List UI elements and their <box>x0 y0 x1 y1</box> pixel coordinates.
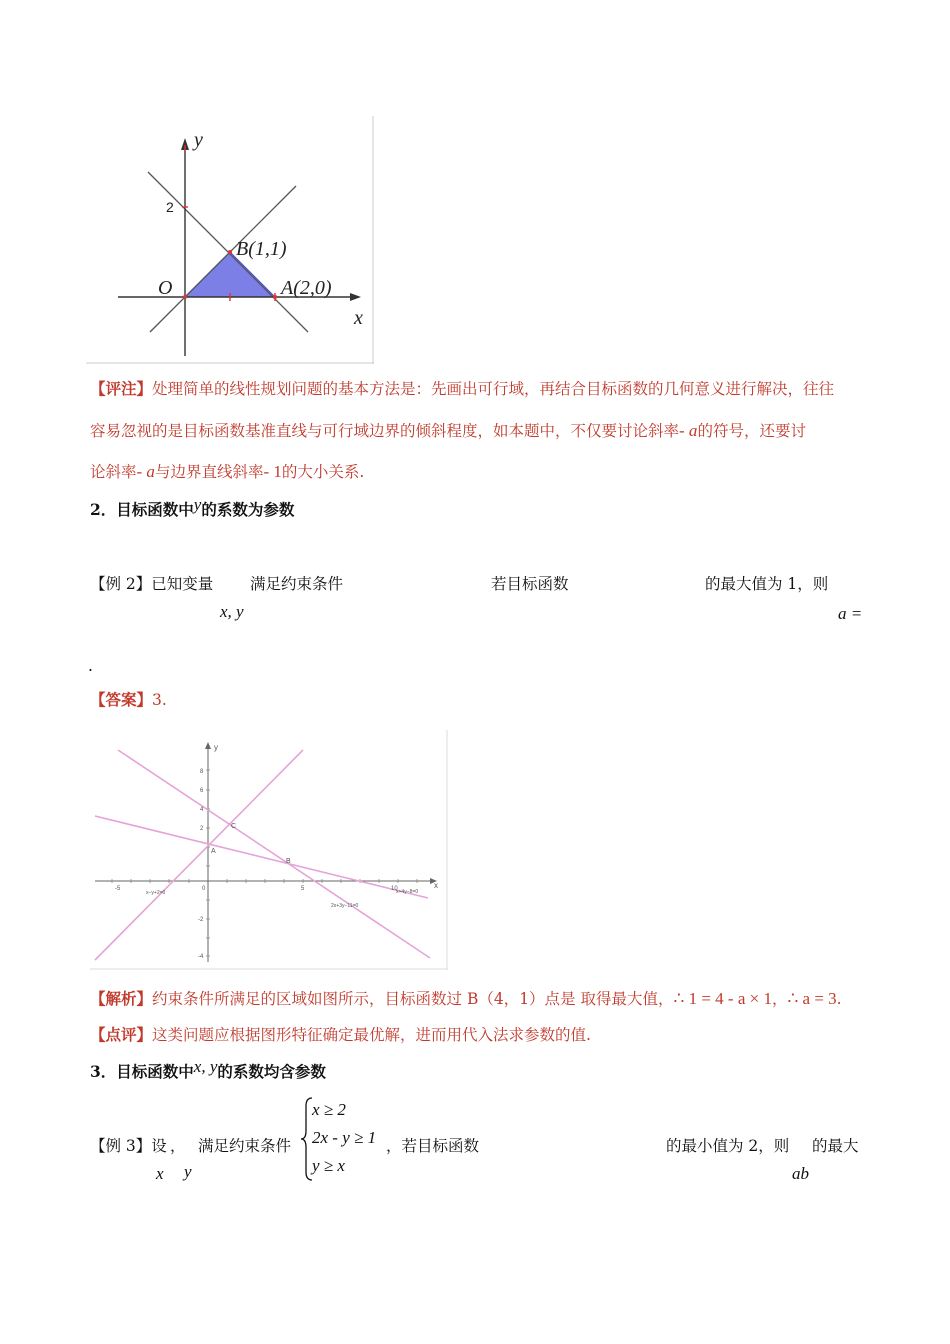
comment-text-2b: 的符号，还要讨 <box>697 422 806 440</box>
comment-text-2a: 容易忽视的是目标函数基准直线与可行域边界的倾斜程度，如本题中，不仅要讨论斜率 <box>90 422 680 440</box>
example-2-vars: x, y <box>220 602 244 621</box>
example-2-max-text: 的最大值为 1，则 <box>705 575 829 593</box>
y-tick-4: 4 <box>200 807 204 813</box>
comment-line-1 <box>90 379 834 399</box>
y-tick-8: 8 <box>200 769 204 775</box>
line-x-plus-4y-minus-8 <box>95 816 428 898</box>
analysis-math-2: ∴ a = 3 <box>787 989 837 1008</box>
comment-text-3c: 的大小关系. <box>281 463 365 481</box>
y-tick--2: -2 <box>198 917 204 923</box>
math-neg-1: - 1 <box>263 462 282 481</box>
point-a-label: A(2,0) <box>281 277 332 299</box>
example-3-start: 【例 3】设 <box>90 1137 167 1155</box>
math-neg-a-1: - a <box>679 421 698 440</box>
review-2: 【点评】这类问题应根据图形特征确定最优解，进而用代入法求参数的值. <box>90 1025 591 1044</box>
constraint-lines-graph <box>90 730 448 970</box>
x-tick--5: -5 <box>115 886 121 892</box>
point-b-label: B <box>286 858 291 865</box>
comment-line-2 <box>90 421 806 441</box>
example-3-var-y: y <box>184 1162 192 1181</box>
section-2-title <box>90 495 295 520</box>
line-2-label: 2x+3y−11=0 <box>331 903 359 909</box>
section-2-title-b: 的系数为参数 <box>201 500 295 519</box>
point-c-label: C <box>231 823 237 830</box>
figure-constraint-lines <box>90 730 448 970</box>
line-3-label: x+4y−8=0 <box>396 889 419 895</box>
constraint-2: 2x - y ≥ 1 <box>312 1128 377 1147</box>
example-3-var-x: x <box>156 1164 164 1183</box>
x-axis-label: x <box>434 881 438 890</box>
point-b-label: B(1,1) <box>236 238 287 260</box>
example-2-period: . <box>88 657 93 675</box>
constraint-system <box>300 1096 390 1182</box>
example-2-constraint-text: 满足约束条件 <box>250 575 344 593</box>
constraint-3: y ≥ x <box>312 1156 345 1175</box>
section-2-title-a: 2．目标函数中 <box>90 500 194 519</box>
example-3-max-text: 的最大 <box>812 1137 859 1155</box>
line-2x-plus-3y-minus-11 <box>118 750 430 958</box>
y-tick-6: 6 <box>200 788 204 794</box>
section-3-title: 3．目标函数中x, y的系数均含参数 <box>90 1057 326 1081</box>
section-3-vars: x, y <box>193 1057 218 1076</box>
y-tick-2: 2 <box>200 826 204 832</box>
example-3-constraint-text: 满足约束条件 <box>198 1137 292 1155</box>
feasible-region-graph <box>86 116 374 364</box>
example-3-var-ab: ab <box>792 1164 809 1183</box>
comment-tag: 【评注】 <box>90 379 153 398</box>
constraint-1: x ≥ 2 <box>312 1100 346 1119</box>
example-3-comma: ， <box>170 1137 186 1155</box>
x-tick-5: 5 <box>301 886 305 892</box>
analysis-math-1: ∴ 1 = 4 - a × 1 <box>673 989 772 1008</box>
figure-feasible-region <box>86 116 374 364</box>
comment-text-1: 处理简单的线性规划问题的基本方法是：先画出可行域，再结合目标函数的几何意义进行解决，往往 <box>152 380 835 398</box>
point-a-label: A <box>211 848 216 855</box>
comment-text-3b: 与边界直线斜率 <box>154 463 264 481</box>
y-axis-label: y <box>194 129 203 151</box>
answer-2: 【答案】3. <box>90 690 167 709</box>
tick-label-2: 2 <box>166 199 174 215</box>
x-tick-10: 10 <box>391 886 398 892</box>
example-2-answer-var: a = <box>838 604 863 623</box>
origin-label: O <box>158 277 173 299</box>
line-x-minus-y-plus-2 <box>95 750 303 960</box>
section-2-var: y <box>193 495 202 514</box>
example-3-objective-text: ，若目标函数 <box>386 1137 480 1155</box>
y-axis-label: y <box>214 743 218 752</box>
comment-line-3 <box>90 462 364 482</box>
analysis-2: 【解析】约束条件所满足的区域如图所示，目标函数过 B（4，1）点是 取得最大值，∴ 1 = 4 - a × 1，∴ a = 3. <box>90 989 842 1008</box>
y-tick--4: -4 <box>198 954 204 960</box>
math-neg-a-2: - a <box>136 462 155 481</box>
example-2-tag: 【例 2】已知变量 <box>90 575 214 593</box>
example-3-min-text: 的最小值为 2，则 <box>666 1137 790 1155</box>
comment-text-3a: 论斜率 <box>90 463 137 481</box>
line-1-label: x−y+2=0 <box>146 890 166 896</box>
x-axis-label: x <box>354 307 363 329</box>
x-tick-0: 0 <box>202 886 206 892</box>
example-2-objective-text: 若目标函数 <box>491 575 569 593</box>
